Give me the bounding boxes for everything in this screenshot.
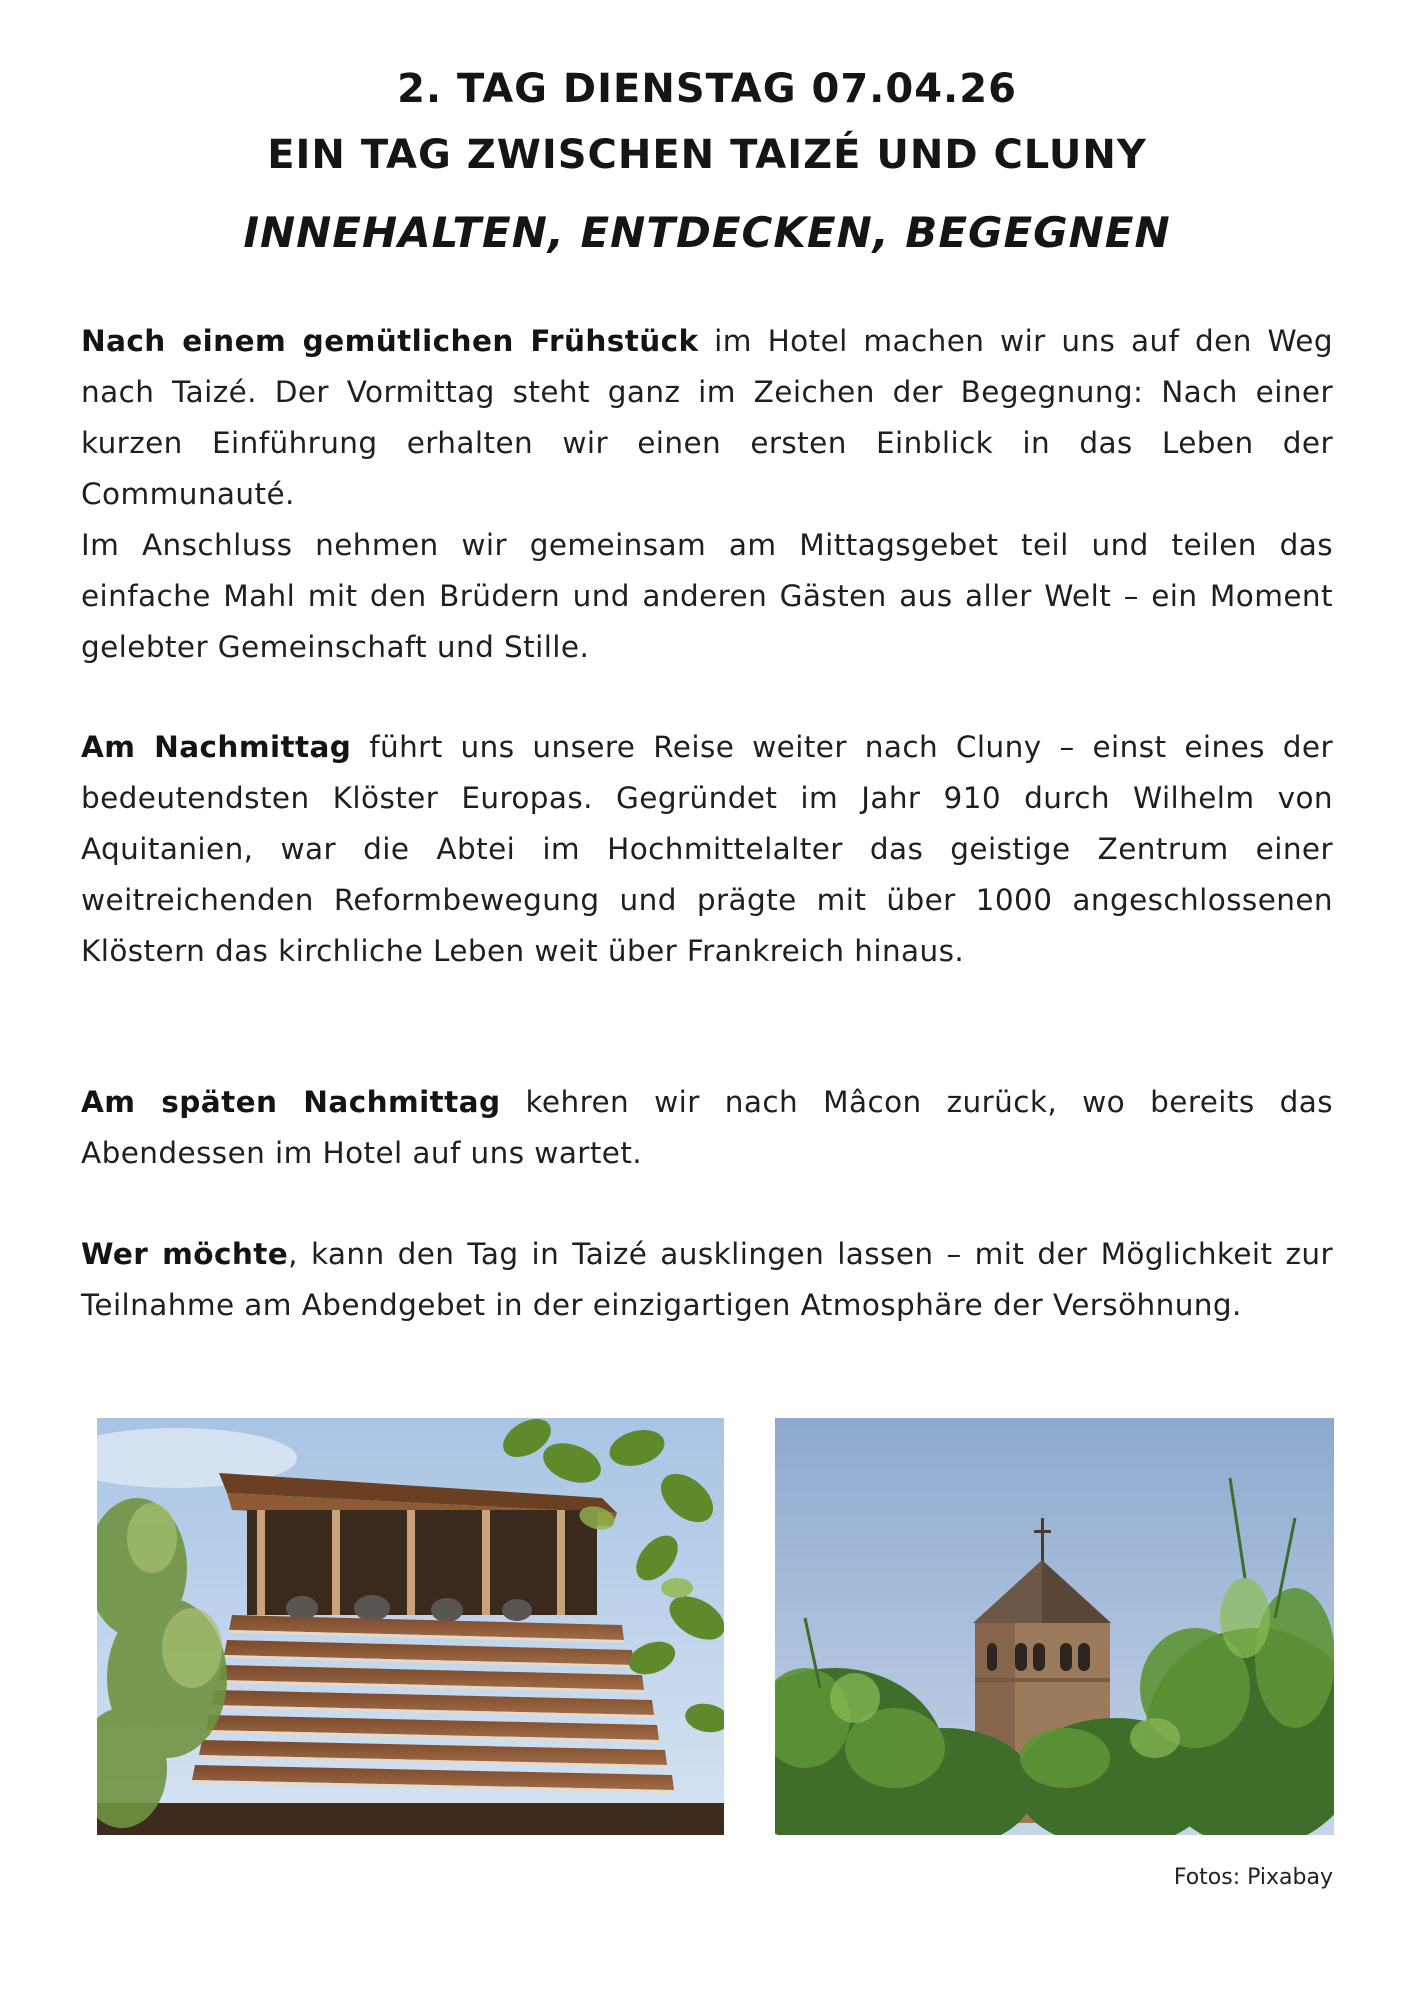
title-day: 2. TAG DIENSTAG 07.04.26 [397, 66, 1017, 112]
paragraph-late-afternoon [81, 1077, 1333, 1179]
paragraph-lead: Am späten Nachmittag [81, 1085, 501, 1119]
paragraph-lead: Nach einem gemütlichen Frühstück [81, 324, 699, 358]
bell-tower-illustration [97, 1418, 724, 1835]
photo-taize-bell-tower [97, 1418, 724, 1835]
paragraph-lead: Am Nachmittag [81, 730, 352, 764]
paragraph-text: im Hotel machen wir uns auf den Weg nach Taizé. Der Vormittag steht ganz im Zeichen der Begegnung: Nach einer kurzen Einführung erhalten wir einen ersten Einblick in das Leben der Communauté. [81, 324, 1333, 511]
cluny-tower-illustration [775, 1418, 1334, 1835]
paragraph-lead: Wer möchte [81, 1237, 289, 1271]
paragraph-text: führt uns unsere Reise weiter nach Cluny – einst eines der bedeutendsten Klöster Europas. Gegründet im Jahr 910 durch Wilhelm von Aquitanien, war die Abtei im Hochmittelalter das geistige Zentrum einer weitreichenden Reformbewegung und prägte mit über 1000 angeschlossenen Klöstern das kirchliche Leben weit über Frankreich hinaus. [81, 730, 1333, 968]
photo-cluny-tower [775, 1418, 1334, 1835]
paragraph-afternoon [81, 722, 1333, 977]
paragraph-evening [81, 1229, 1333, 1331]
paragraph-text: kehren wir nach Mâcon zurück, wo bereits das Abendessen im Hotel auf uns wartet. [81, 1085, 1333, 1170]
paragraph-morning [81, 316, 1333, 673]
paragraph-text: , kann den Tag in Taizé ausklingen lassen – mit der Möglichkeit zur Teilnahme am Abendgebet in der einzigartigen Atmosphäre der Versöhnung. [81, 1237, 1333, 1322]
title-theme: EIN TAG ZWISCHEN TAIZÉ UND CLUNY [267, 132, 1147, 178]
paragraph-continuation: Im Anschluss nehmen wir gemeinsam am Mittagsgebet teil und teilen das einfache Mahl mit den Brüdern und anderen Gästen aus aller Welt – ein Moment gelebter Gemeinschaft und Stille. [81, 528, 1333, 664]
subtitle: INNEHALTEN, ENTDECKEN, BEGEGNEN [243, 208, 1171, 257]
photo-credit: Fotos: Pixabay [1173, 1865, 1333, 1890]
